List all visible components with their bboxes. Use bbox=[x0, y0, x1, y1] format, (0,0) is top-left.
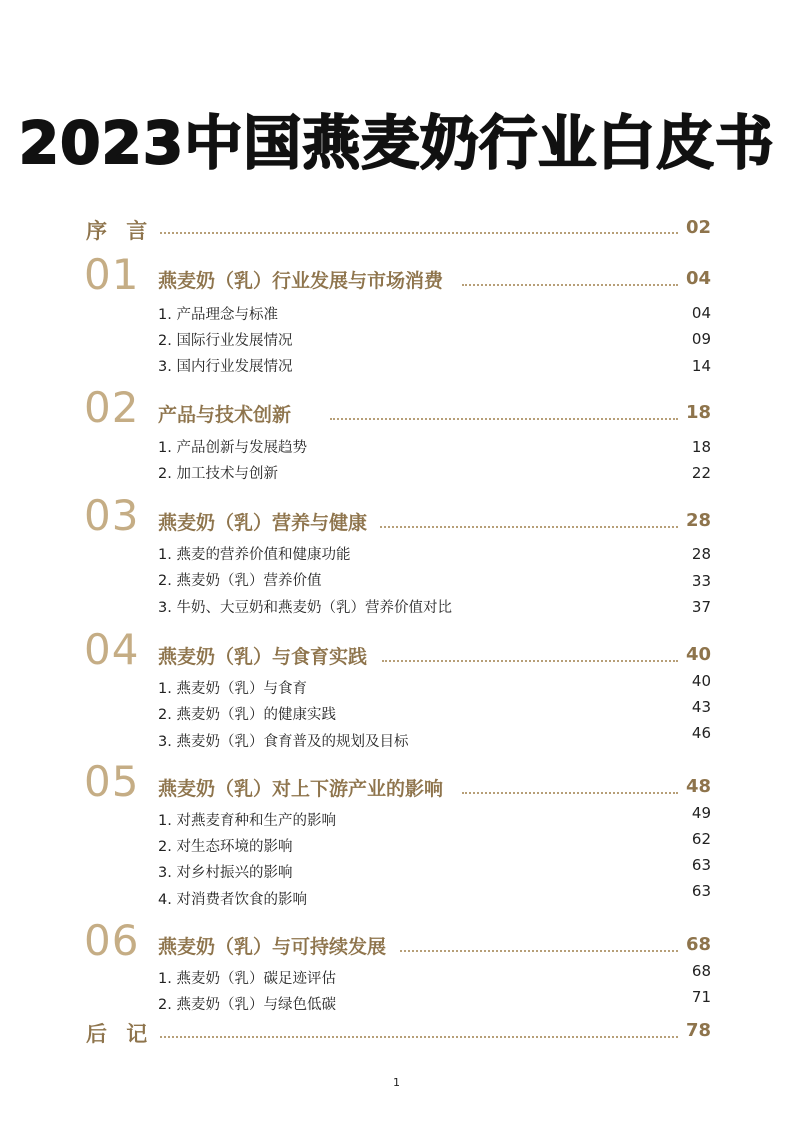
section-1-2-title[interactable]: 2. 国际行业发展情况 bbox=[158, 333, 293, 349]
chapter-page-06[interactable]: 68 bbox=[685, 934, 711, 955]
section-1-3-page[interactable]: 14 bbox=[691, 357, 711, 375]
section-5-1-page[interactable]: 49 bbox=[691, 804, 711, 822]
section-3-3-title[interactable]: 3. 牛奶、大豆奶和燕麦奶（乳）营养价值对比 bbox=[158, 600, 452, 616]
chapter-06-dot-leader bbox=[400, 950, 678, 952]
preface-page[interactable]: 02 bbox=[685, 217, 711, 238]
section-5-2-title[interactable]: 2. 对生态环境的影响 bbox=[158, 839, 293, 855]
section-6-2-title[interactable]: 2. 燕麦奶（乳）与绿色低碳 bbox=[158, 997, 336, 1013]
document-title: 2023中国燕麦奶行业白皮书 bbox=[18, 109, 775, 177]
section-3-1-page[interactable]: 28 bbox=[691, 545, 711, 563]
chapter-title-05[interactable]: 燕麦奶（乳）对上下游产业的影响 bbox=[158, 778, 444, 800]
chapter-title-03[interactable]: 燕麦奶（乳）营养与健康 bbox=[158, 512, 368, 534]
chapter-number-01: 01 bbox=[84, 250, 140, 299]
section-3-3-page[interactable]: 37 bbox=[691, 598, 711, 616]
chapter-01-dot-leader bbox=[462, 284, 678, 286]
chapter-page-01[interactable]: 04 bbox=[685, 268, 711, 289]
chapter-page-03[interactable]: 28 bbox=[685, 510, 711, 531]
section-3-2-page[interactable]: 33 bbox=[691, 572, 711, 590]
chapter-title-06[interactable]: 燕麦奶（乳）与可持续发展 bbox=[158, 936, 387, 958]
chapter-number-02: 02 bbox=[84, 383, 140, 432]
section-1-1-page[interactable]: 04 bbox=[691, 304, 711, 322]
chapter-page-05[interactable]: 48 bbox=[685, 776, 711, 797]
section-5-2-page[interactable]: 62 bbox=[691, 830, 711, 848]
section-4-2-title[interactable]: 2. 燕麦奶（乳）的健康实践 bbox=[158, 707, 336, 723]
section-2-1-title[interactable]: 1. 产品创新与发展趋势 bbox=[158, 440, 307, 456]
section-1-2-page[interactable]: 09 bbox=[691, 330, 711, 348]
chapter-number-03: 03 bbox=[84, 491, 140, 540]
preface-label[interactable]: 序 言 bbox=[86, 219, 154, 243]
section-6-1-title[interactable]: 1. 燕麦奶（乳）碳足迹评估 bbox=[158, 971, 336, 987]
section-4-1-page[interactable]: 40 bbox=[691, 672, 711, 690]
chapter-page-04[interactable]: 40 bbox=[685, 644, 711, 665]
afterword-label[interactable]: 后 记 bbox=[86, 1022, 154, 1046]
section-5-3-page[interactable]: 63 bbox=[691, 856, 711, 874]
section-5-4-page[interactable]: 63 bbox=[691, 882, 711, 900]
chapter-number-05: 05 bbox=[84, 757, 140, 806]
chapter-05-dot-leader bbox=[462, 792, 678, 794]
section-3-1-title[interactable]: 1. 燕麦的营养价值和健康功能 bbox=[158, 547, 351, 563]
afterword-dot-leader bbox=[160, 1036, 678, 1038]
section-5-4-title[interactable]: 4. 对消费者饮食的影响 bbox=[158, 892, 307, 908]
chapter-04-dot-leader bbox=[382, 660, 678, 662]
section-5-1-title[interactable]: 1. 对燕麦育种和生产的影响 bbox=[158, 813, 336, 829]
section-4-3-title[interactable]: 3. 燕麦奶（乳）食育普及的规划及目标 bbox=[158, 734, 409, 750]
chapter-title-02[interactable]: 产品与技术创新 bbox=[158, 404, 292, 426]
section-2-2-title[interactable]: 2. 加工技术与创新 bbox=[158, 466, 278, 482]
preface-dot-leader bbox=[160, 232, 678, 234]
chapter-02-dot-leader bbox=[330, 418, 678, 420]
section-5-3-title[interactable]: 3. 对乡村振兴的影响 bbox=[158, 865, 293, 881]
chapter-number-06: 06 bbox=[84, 916, 140, 965]
chapter-page-02[interactable]: 18 bbox=[685, 402, 711, 423]
section-1-3-title[interactable]: 3. 国内行业发展情况 bbox=[158, 359, 293, 375]
chapter-title-04[interactable]: 燕麦奶（乳）与食育实践 bbox=[158, 646, 368, 668]
section-6-2-page[interactable]: 71 bbox=[691, 988, 711, 1006]
chapter-03-dot-leader bbox=[380, 526, 678, 528]
section-4-2-page[interactable]: 43 bbox=[691, 698, 711, 716]
section-4-3-page[interactable]: 46 bbox=[691, 724, 711, 742]
chapter-number-04: 04 bbox=[84, 625, 140, 674]
afterword-page[interactable]: 78 bbox=[685, 1020, 711, 1041]
section-1-1-title[interactable]: 1. 产品理念与标准 bbox=[158, 307, 278, 323]
section-4-1-title[interactable]: 1. 燕麦奶（乳）与食育 bbox=[158, 681, 307, 697]
section-2-1-page[interactable]: 18 bbox=[691, 438, 711, 456]
chapter-title-01[interactable]: 燕麦奶（乳）行业发展与市场消费 bbox=[158, 270, 444, 292]
section-2-2-page[interactable]: 22 bbox=[691, 464, 711, 482]
section-6-1-page[interactable]: 68 bbox=[691, 962, 711, 980]
section-3-2-title[interactable]: 2. 燕麦奶（乳）营养价值 bbox=[158, 573, 322, 589]
footer-page-number: 1 bbox=[393, 1076, 400, 1089]
